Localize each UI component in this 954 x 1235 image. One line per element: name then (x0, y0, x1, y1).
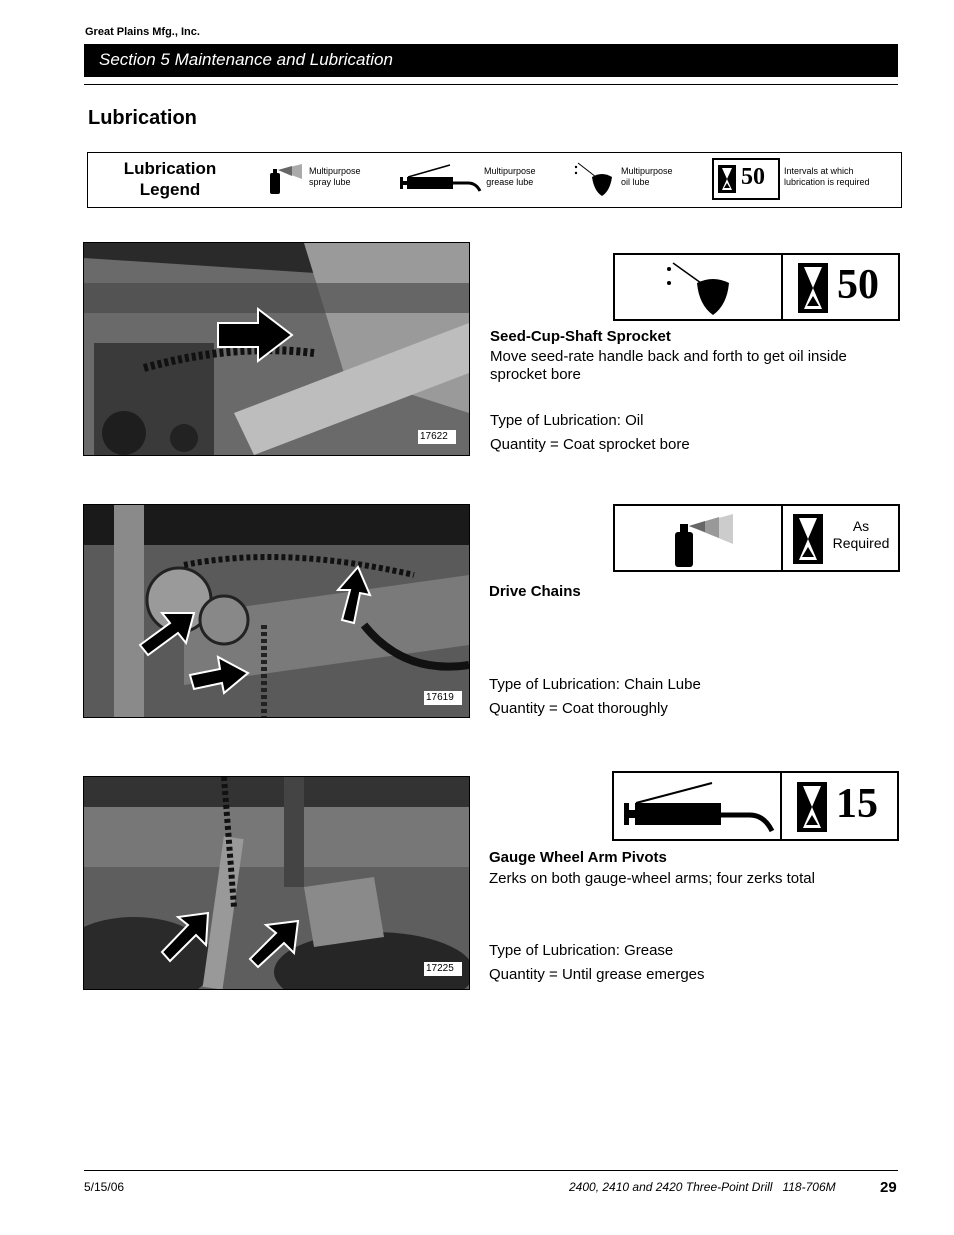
lube-type: Type of Lubrication: Grease (489, 942, 674, 959)
footer-date: 5/15/06 (84, 1180, 125, 1194)
grease-gun-icon (622, 781, 777, 833)
photo-seed-cup-shaft-sprocket (83, 242, 470, 456)
lube-icon-box-1 (613, 253, 900, 321)
item-title: Gauge Wheel Arm Pivots (489, 849, 667, 866)
interval-line1: As (852, 518, 870, 534)
lube-type: Type of Lubrication: Oil (490, 412, 644, 429)
legend-interval-value: 50 (741, 164, 765, 190)
interval-value: 50 (837, 262, 879, 308)
lube-icon-box-2 (613, 504, 900, 572)
legend-spray-label (309, 166, 361, 188)
item-description: Zerks on both gauge-wheel arms; four zerks total (489, 870, 815, 887)
hourglass-icon (718, 165, 736, 193)
photo-number: 17225 (424, 962, 462, 976)
spray-can-icon (673, 512, 735, 568)
page-number: 29 (880, 1179, 897, 1196)
item-title: Seed-Cup-Shaft Sprocket (490, 328, 671, 345)
company-name: Great Plains Mfg., Inc. (85, 26, 200, 38)
hourglass-icon (797, 782, 827, 832)
icon-box-divider (781, 506, 783, 570)
legend-spray-line2: spray lube (309, 177, 351, 187)
legend-oil-label (621, 166, 673, 188)
page-title: Lubrication (88, 107, 197, 129)
legend-oil-line1: Multipurpose (621, 166, 673, 176)
legend-grease-line2: grease lube (486, 177, 534, 187)
legend-interval-line1: Intervals at which (784, 166, 854, 176)
hourglass-icon (793, 514, 823, 564)
lube-icon-box-3 (612, 771, 899, 841)
lube-type: Type of Lubrication: Chain Lube (489, 676, 701, 693)
photo-gauge-wheel-arm-pivots (83, 776, 470, 990)
footer-manual: 2400, 2410 and 2420 Three-Point Drill 118-706M (569, 1180, 836, 1194)
legend-grease-line1: Multipurpose (484, 166, 536, 176)
legend-interval-line2: lubrication is required (784, 177, 870, 187)
legend-title-line2: Legend (139, 180, 201, 199)
legend-grease-label (484, 166, 536, 188)
section-header-bar (84, 44, 898, 77)
section-title: Section 5 Maintenance and Lubrication (99, 50, 393, 69)
photo-number: 17619 (424, 691, 462, 705)
icon-box-divider (780, 773, 782, 839)
item-title: Drive Chains (489, 583, 581, 600)
icon-box-divider (781, 255, 783, 319)
interval-text (829, 518, 893, 552)
footer-rule (84, 1170, 898, 1171)
legend-oil-line2: oil lube (621, 177, 650, 187)
item-description: Move seed-rate handle back and forth to get oil inside sprocket bore (490, 348, 847, 383)
interval-line2: Required (832, 535, 890, 551)
lube-quantity: Quantity = Coat thoroughly (489, 700, 668, 717)
lubrication-legend (87, 152, 902, 208)
hourglass-icon (798, 263, 828, 313)
photo-drive-chains (83, 504, 470, 718)
spray-can-icon (268, 163, 304, 195)
legend-spray-line1: Multipurpose (309, 166, 361, 176)
interval-value: 15 (836, 781, 878, 827)
legend-title-line1: Lubrication (123, 159, 217, 178)
photo-number: 17622 (418, 430, 456, 444)
legend-interval-label (784, 166, 870, 188)
header-rule (84, 84, 898, 85)
lube-quantity: Quantity = Coat sprocket bore (490, 436, 690, 453)
lube-quantity: Quantity = Until grease emerges (489, 966, 705, 983)
oil-can-icon (663, 261, 733, 315)
legend-interval-box (712, 158, 780, 200)
oil-can-icon (574, 161, 614, 197)
grease-gun-icon (398, 163, 484, 195)
legend-title (108, 158, 232, 200)
